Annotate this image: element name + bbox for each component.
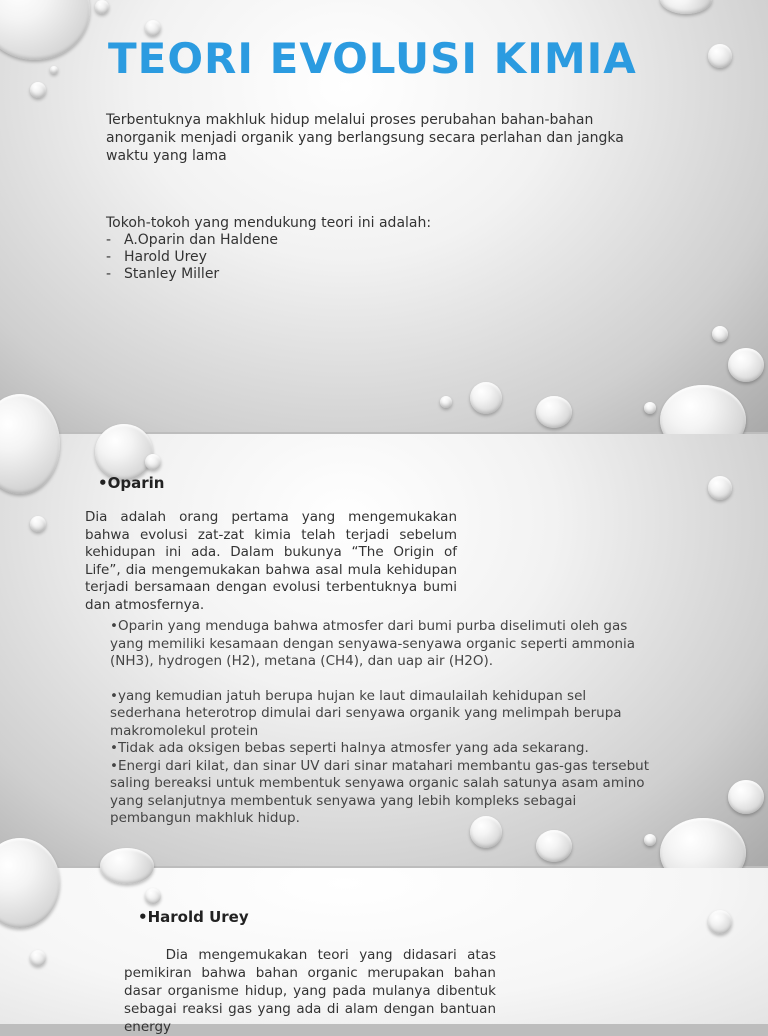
water-drop-decoration	[728, 780, 764, 814]
water-drop-decoration	[30, 516, 46, 532]
list-heading: Tokoh-tokoh yang mendukung teori ini adalah:	[106, 215, 432, 231]
slide-oparin	[0, 434, 768, 866]
water-drop-decoration	[0, 0, 90, 60]
urey-paragraph-text: Dia mengemukakan teori yang didasari atas pemikiran bahwa bahan organic merupakan bahan dasar organisme hidup, yang pada mulanya dibentuk sebagai reaksi gas yang ada di alam dengan bantuan energy	[124, 947, 497, 1035]
section-heading: •Harold Urey	[138, 908, 249, 926]
bullet-item: •Oparin yang menduga bahwa atmosfer dari bumi purba diselimuti oleh gas yang memiliki kesamaan dengan senyawa-senyawa organic seperti ammonia (NH3), hydrogen (H2), metana (CH4), dan uap air (H2O).	[110, 618, 636, 669]
water-drop-decoration	[30, 950, 46, 966]
water-drop-decoration	[728, 348, 764, 382]
supporters-list	[106, 232, 278, 283]
bullet-item: •yang kemudian jatuh berupa hujan ke laut dimaulailah kehidupan sel sederhana heterotrop dimulai dari senyawa organik yang melimpah berupa makromolekul protein	[110, 687, 622, 739]
list-item-label: A.Oparin dan Haldene	[124, 232, 279, 248]
water-drop-decoration	[536, 830, 572, 862]
water-drop-decoration	[145, 454, 161, 470]
water-drop-decoration	[644, 834, 656, 846]
list-item: - Stanley Miller	[106, 266, 220, 282]
list-item: - Harold Urey	[106, 249, 207, 265]
water-drop-decoration	[660, 0, 712, 14]
list-item-label: Harold Urey	[124, 249, 207, 265]
water-drop-decoration	[712, 326, 728, 342]
bullet-item: •Energi dari kilat, dan sinar UV dari sinar matahari membantu gas-gas tersebut saling bereaksi untuk membentuk senyawa organic salah satunya asam amino yang selanjutnya membentuk senyawa yang lebih kompleks sebagai pembangun makhluk hidup.	[110, 757, 649, 826]
water-drop-decoration	[470, 382, 502, 414]
oparin-paragraph: Dia adalah orang pertama yang mengemukakan bahwa evolusi zat-zat kimia telah terjadi sebelum kehidupan ini ada. Dalam bukunya “The Origin of Life”, dia mengemukakan bahwa asal mula kehidupan terjadi bersamaan dengan evolusi terbentuknya bumi dan atmosfernya.	[85, 509, 457, 613]
water-drop-decoration	[708, 476, 732, 500]
slide-harold-urey	[0, 868, 768, 1035]
water-drop-decoration	[95, 424, 153, 480]
bullet-item: •Tidak ada oksigen bebas seperti halnya atmosfer yang ada sekarang.	[110, 740, 589, 756]
water-drop-decoration	[50, 66, 58, 74]
water-drop-decoration	[145, 888, 161, 904]
water-drop-decoration	[708, 44, 732, 68]
slide-teori-evolusi-kimia	[0, 0, 768, 432]
intro-paragraph: Terbentuknya makhluk hidup melalui proses perubahan bahan-bahan anorganik menjadi organik yang berlangsung secara perlahan dan jangka waktu yang lama	[106, 112, 624, 164]
water-drop-decoration	[100, 848, 154, 884]
oparin-bullets	[110, 618, 650, 828]
water-drop-decoration	[708, 910, 732, 934]
slide-title: TEORI EVOLUSI KIMIA	[108, 34, 637, 83]
urey-paragraph	[124, 946, 496, 1036]
water-drop-decoration	[95, 0, 109, 14]
section-heading: •Oparin	[98, 474, 165, 492]
list-item-label: Stanley Miller	[124, 266, 220, 282]
water-drop-decoration	[644, 402, 656, 414]
list-item: - A.Oparin dan Haldene	[106, 232, 279, 248]
water-drop-decoration	[440, 396, 452, 408]
water-drop-decoration	[30, 82, 46, 98]
water-drop-decoration	[536, 396, 572, 428]
